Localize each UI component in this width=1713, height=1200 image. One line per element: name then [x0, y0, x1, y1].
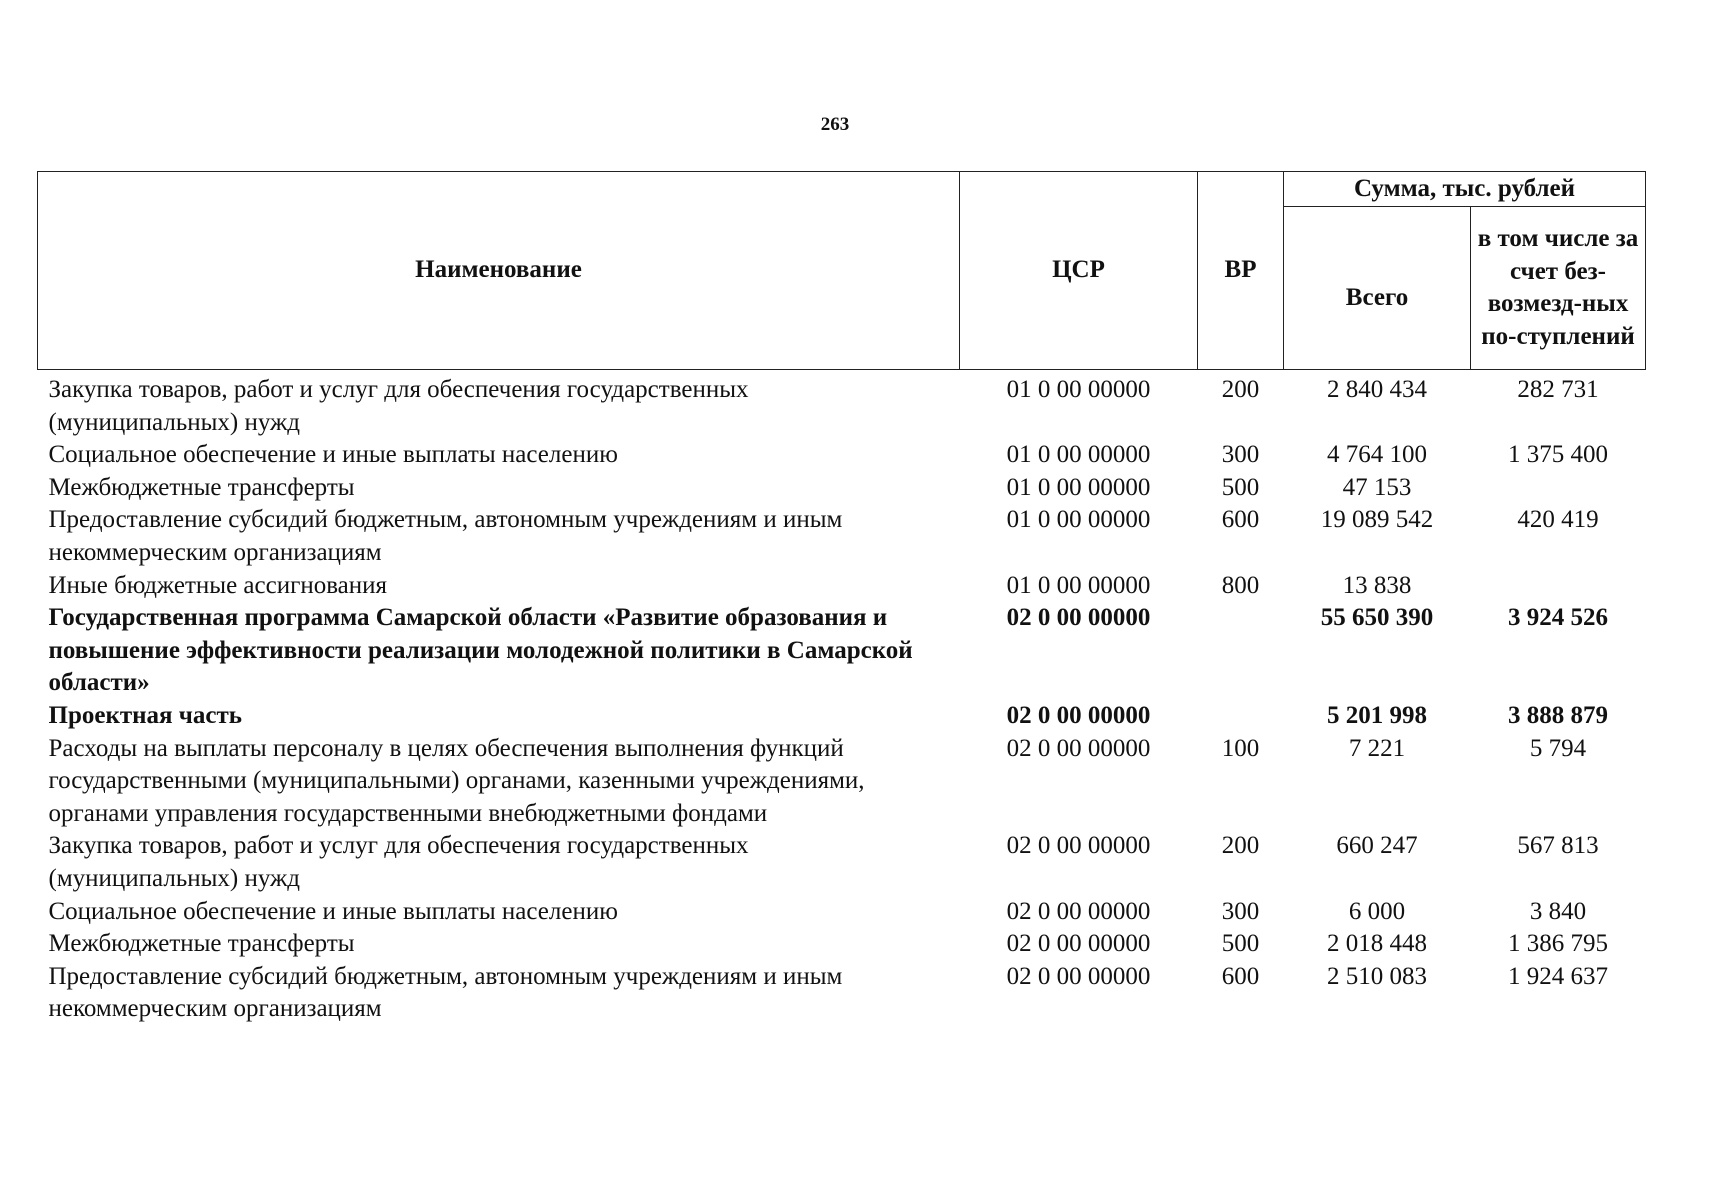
cell-csr: 02 0 00 00000	[1006, 604, 1151, 632]
cell-free: 567 813	[1517, 832, 1599, 860]
cell-vr	[1198, 700, 1284, 733]
cell-total: 47 153	[1342, 473, 1412, 501]
cell-free	[1471, 570, 1646, 603]
header-total: Всего	[1284, 207, 1471, 370]
cell-name: Закупка товаров, работ и услуг для обеспечения государственных (муниципальных) нужд	[48, 832, 749, 892]
cell-vr: 300	[1221, 441, 1260, 469]
cell-total: 2 510 083	[1327, 962, 1427, 990]
cell-csr: 01 0 00 00000	[1006, 506, 1151, 534]
cell-name: Расходы на выплаты персоналу в целях обеспечения выполнения функций государственными (муниципальными) органами, казенными учреждениями, органами управления государственными внебюджетными фондами	[48, 734, 865, 827]
table-row	[38, 700, 1646, 733]
cell-name: Социальное обеспечение и иные выплаты населению	[48, 897, 618, 925]
header-sum: Сумма, тыс. рублей	[1284, 172, 1646, 207]
cell-vr: 200	[1221, 376, 1260, 403]
cell-total: 2 840 434	[1327, 376, 1427, 403]
cell-total: 4 764 100	[1327, 441, 1427, 469]
cell-csr: 01 0 00 00000	[1006, 441, 1151, 469]
header-vr: ВР	[1198, 172, 1284, 370]
cell-csr: 02 0 00 00000	[1006, 832, 1151, 860]
cell-free: 282 731	[1517, 376, 1599, 403]
cell-csr: 02 0 00 00000	[1006, 701, 1151, 729]
cell-vr: 100	[1221, 734, 1260, 762]
cell-csr: 01 0 00 00000	[1006, 571, 1151, 599]
table-row	[38, 733, 1646, 831]
table-row	[38, 961, 1646, 1026]
cell-csr: 02 0 00 00000	[1006, 734, 1151, 762]
cell-csr: 02 0 00 00000	[1006, 930, 1151, 958]
cell-vr: 500	[1221, 473, 1260, 501]
table-row	[38, 928, 1646, 961]
cell-name: Социальное обеспечение и иные выплаты населению	[48, 441, 618, 469]
cell-name: Межбюджетные трансферты	[48, 473, 355, 501]
table-row	[38, 896, 1646, 929]
header-free: в том числе за счет без-возмезд-ных по-ступлений	[1471, 207, 1646, 370]
table-row	[38, 504, 1646, 569]
cell-free: 420 419	[1517, 506, 1599, 534]
table-row	[38, 472, 1646, 505]
cell-free: 3 924 526	[1508, 604, 1608, 632]
page-number: 263	[820, 114, 850, 135]
cell-csr: 01 0 00 00000	[1006, 376, 1151, 403]
cell-name: Предоставление субсидий бюджетным, автономным учреждениям и иным некоммерческим организациям	[48, 506, 843, 566]
cell-csr: 01 0 00 00000	[1006, 473, 1151, 501]
cell-total: 7 221	[1348, 734, 1406, 762]
cell-total: 660 247	[1336, 832, 1418, 860]
table-header	[38, 172, 1646, 370]
cell-free: 1 386 795	[1508, 930, 1608, 958]
cell-total: 6 000	[1348, 897, 1406, 925]
cell-free: 5 794	[1529, 734, 1587, 762]
cell-total: 2 018 448	[1327, 930, 1427, 958]
cell-vr: 500	[1221, 930, 1260, 958]
cell-vr: 200	[1221, 832, 1260, 860]
cell-name: Предоставление субсидий бюджетным, автономным учреждениям и иным некоммерческим организациям	[48, 962, 843, 1023]
cell-csr: 02 0 00 00000	[1006, 962, 1151, 990]
cell-total: 55 650 390	[1320, 604, 1434, 632]
header-csr: ЦСР	[960, 172, 1198, 370]
cell-total: 5 201 998	[1327, 701, 1427, 729]
table-row	[38, 830, 1646, 895]
table-row	[38, 570, 1646, 603]
cell-vr	[1198, 602, 1284, 700]
cell-free	[1471, 472, 1646, 505]
cell-free: 3 888 879	[1508, 701, 1608, 729]
cell-name: Закупка товаров, работ и услуг для обеспечения государственных (муниципальных) нужд	[48, 376, 749, 436]
table-row	[38, 602, 1646, 700]
table-body	[38, 370, 1646, 1026]
cell-name: Проектная часть	[48, 701, 243, 729]
cell-vr: 300	[1221, 897, 1260, 925]
cell-free: 1 375 400	[1508, 441, 1608, 469]
cell-vr: 800	[1221, 571, 1260, 599]
cell-csr: 02 0 00 00000	[1006, 897, 1151, 925]
header-name: Наименование	[38, 172, 960, 370]
cell-total: 13 838	[1342, 571, 1412, 599]
budget-table	[37, 171, 1646, 1026]
table-row	[38, 370, 1646, 440]
cell-name: Иные бюджетные ассигнования	[48, 571, 388, 599]
cell-vr: 600	[1221, 506, 1260, 534]
cell-name: Межбюджетные трансферты	[48, 930, 355, 958]
cell-name: Государственная программа Самарской области «Развитие образования и повышение эффективности реализации молодежной политики в Самарской области»	[48, 604, 913, 697]
cell-free: 3 840	[1529, 897, 1587, 925]
cell-total: 19 089 542	[1320, 506, 1434, 534]
cell-vr: 600	[1221, 962, 1260, 990]
cell-free: 1 924 637	[1508, 962, 1608, 990]
table-row	[38, 439, 1646, 472]
